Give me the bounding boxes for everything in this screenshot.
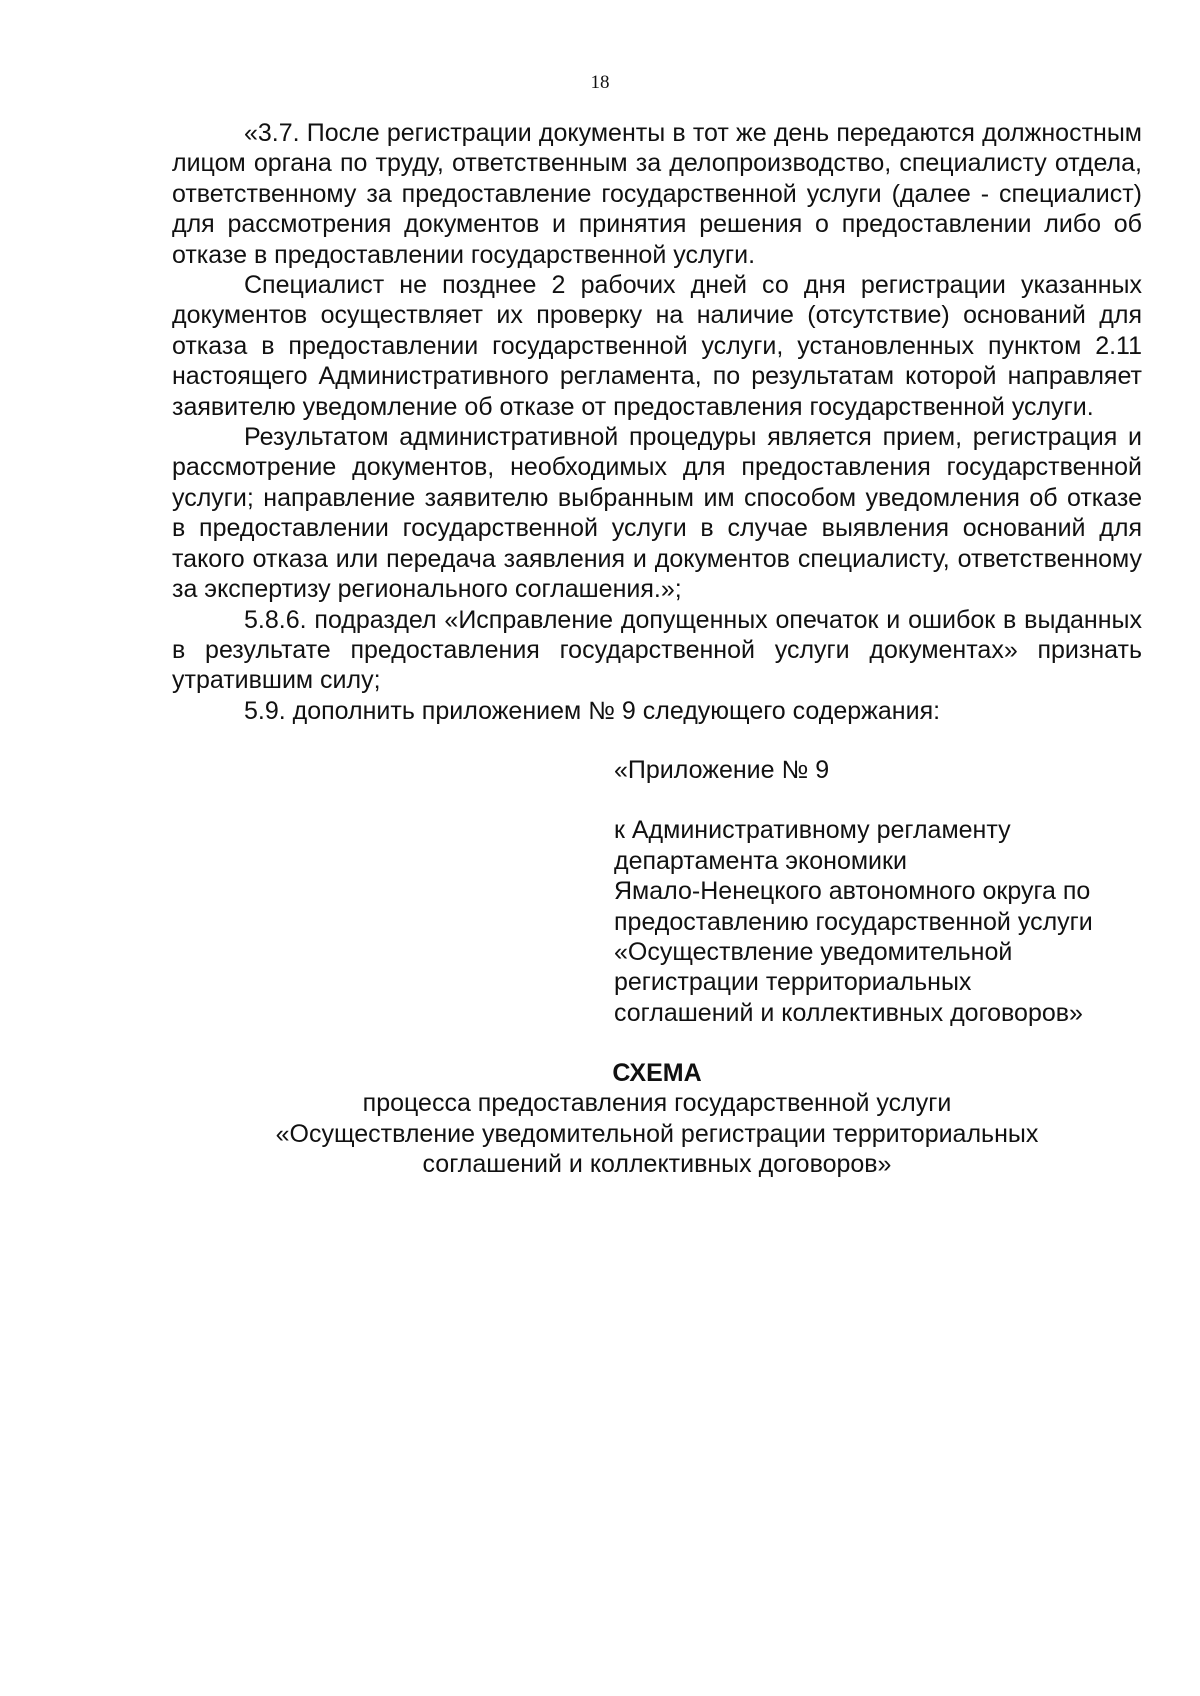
paragraph-5-9: 5.9. дополнить приложением № 9 следующего содержания: [244,696,941,725]
appendix-gap [614,785,1174,815]
body-text [172,118,1142,726]
appendix-line: предоставлению государственной услуги [614,907,1093,936]
appendix-line: к Административному регламенту [614,816,1011,845]
appendix-line: регистрации территориальных [614,968,972,997]
appendix-title: «Приложение № 9 [614,756,830,784]
schema-subtitle-line: процесса предоставления государственной услуги [362,1089,952,1118]
paragraph-specialist: Специалист не позднее 2 рабочих дней со дня регистрации указанных документов осуществляет их проверку на наличие (отсутствие) оснований для отказа в предоставлении государственной услуги, установленных пунктом 2.11 настоящего Административного регламента, по результатам которой направляет заявителю уведомление об отказе от предоставления государственной услуги. [172,271,1142,421]
appendix-line: соглашений и коллективных договоров» [614,998,1083,1027]
schema-subtitle-line: соглашений и коллективных договоров» [422,1150,892,1179]
paragraph-3-7: «3.7. После регистрации документы в тот же день передаются должностным лицом органа по труду, ответственным за делопроизводство, специалисту отдела, ответственному за предоставление государственной услуги (далее - специалист) для рассмотрения документов и принятия решения о предоставлении либо об отказе в предоставлении государственной услуги. [172,119,1142,269]
schema-subtitle-line: «Осуществление уведомительной регистрации территориальных [275,1119,1039,1148]
paragraph-5-8-6: 5.8.6. подраздел «Исправление допущенных опечаток и ошибок в выданных в результате предоставления государственной услуги документах» признать утратившим силу; [172,605,1142,695]
appendix-line: «Осуществление уведомительной [614,938,1013,967]
appendix-line: департамента экономики [614,846,907,875]
schema-title: СХЕМА [612,1059,702,1087]
page-number: 18 [590,72,610,93]
paragraph-result: Результатом административной процедуры является прием, регистрация и рассмотрение документов, необходимых для предоставления государственной услуги; направление заявителю выбранным им способом уведомления об отказе в предоставлении государственной услуги в случае выявления оснований для такого отказа или передача заявления и документов специалисту, ответственному за экспертизу регионального соглашения.»; [172,423,1142,604]
schema-heading [172,1058,1142,1180]
appendix-line: Ямало-Ненецкого автономного округа по [614,877,1091,906]
appendix-heading [614,755,1174,1028]
